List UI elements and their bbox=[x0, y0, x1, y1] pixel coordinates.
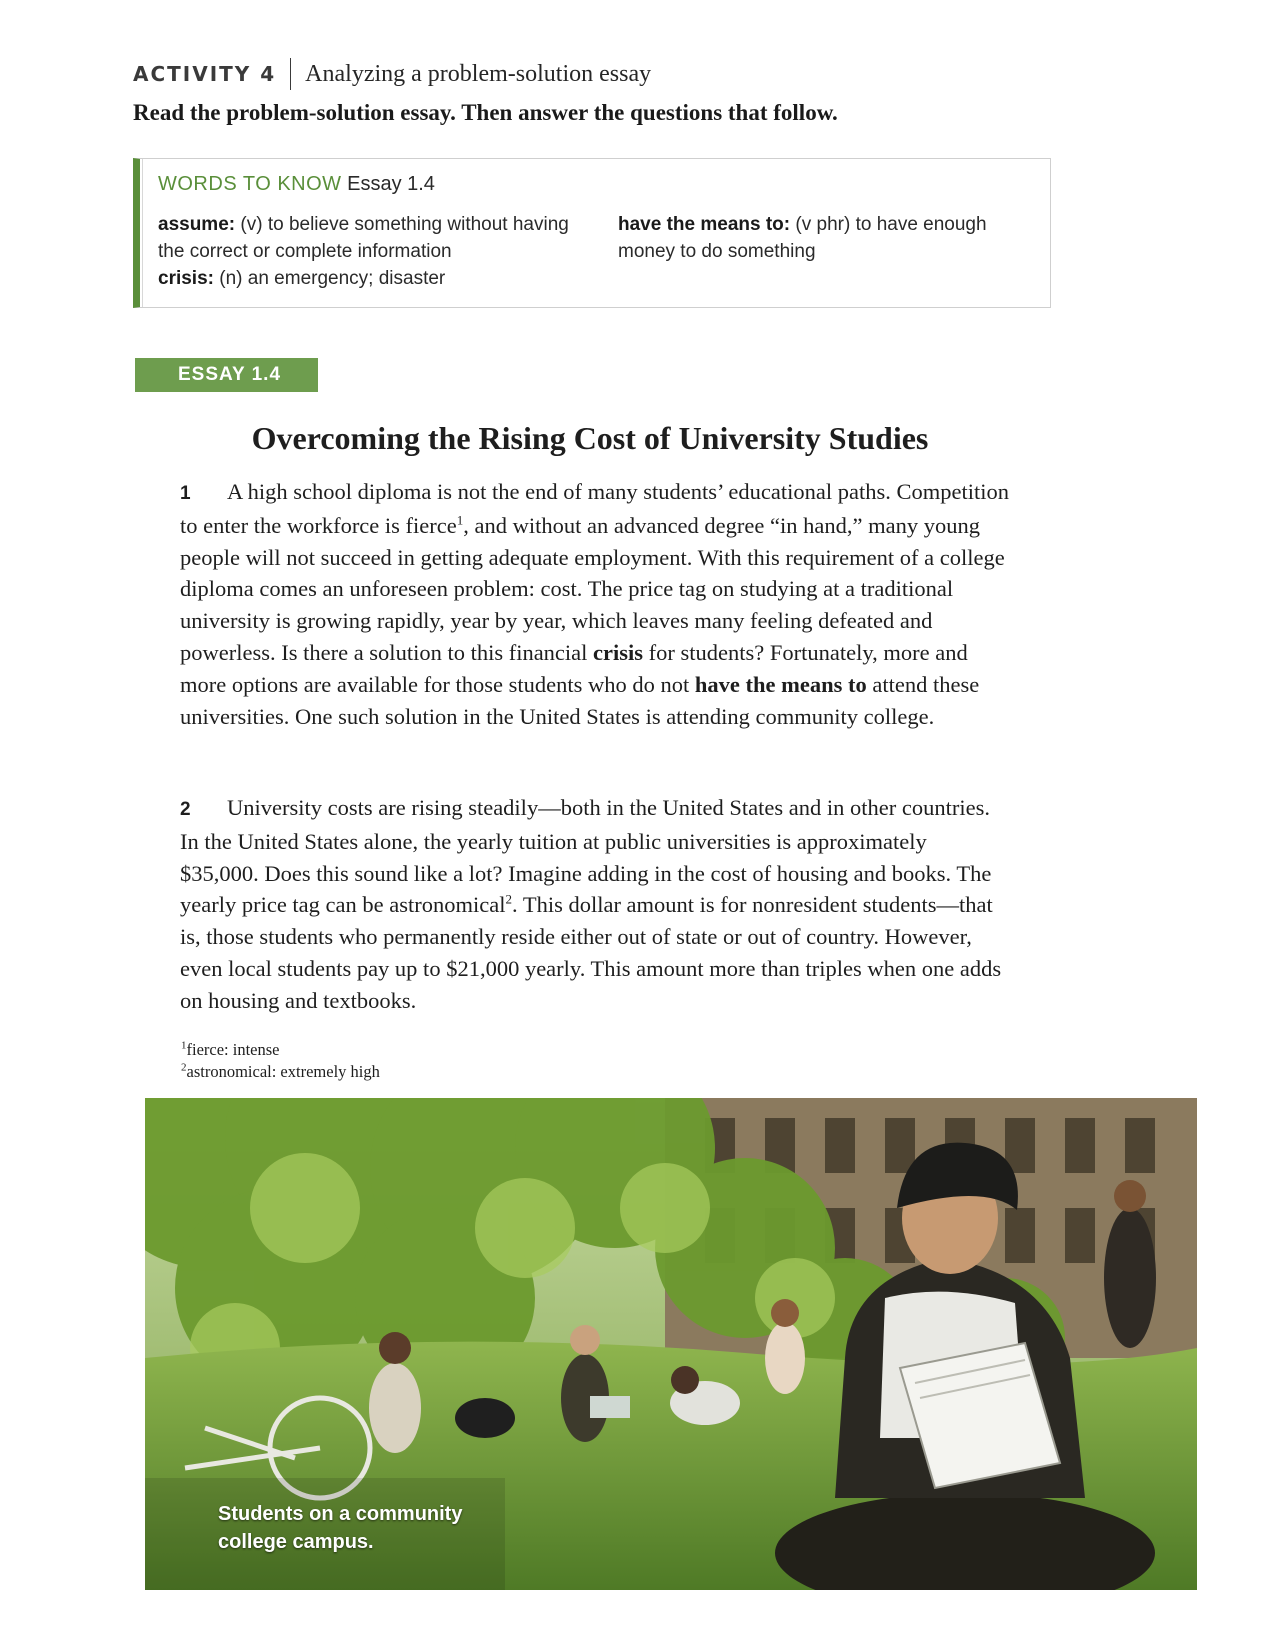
essay-label-tab: ESSAY 1.4 bbox=[135, 358, 318, 392]
footnote-text: fierce: intense bbox=[186, 1040, 280, 1059]
word-definition: (v phr) to have enough money to do something bbox=[618, 214, 987, 262]
word-entry-crisis bbox=[158, 265, 588, 292]
paragraph-number: 2 bbox=[180, 799, 191, 820]
activity-label: ACTIVITY 4 bbox=[133, 62, 277, 86]
word-entry-have-the-means-to bbox=[618, 211, 1038, 265]
box-inner-rule bbox=[142, 159, 143, 307]
footnote-1 bbox=[181, 1039, 380, 1061]
footnotes bbox=[181, 1039, 380, 1083]
vocab-highlight: have the means to bbox=[694, 671, 867, 697]
caption-line-1: Students on a community bbox=[218, 1503, 463, 1525]
paragraph-number: 1 bbox=[180, 483, 191, 504]
paragraph-text: . This dollar amount is for nonresident students—that is, those students who permanently reside either out of state or out of country. However, even local students pay up to $21,000 yearly. This amount more than triples when one adds on housing and textbooks. bbox=[180, 892, 1002, 1013]
word-definition: (n) an emergency; disaster bbox=[219, 268, 446, 289]
photo-caption bbox=[218, 1500, 462, 1556]
footnote-marker: 2 bbox=[505, 891, 512, 907]
activity-header bbox=[133, 56, 651, 92]
essay-paragraph-1 bbox=[180, 476, 1010, 732]
caption-line-2: college campus. bbox=[218, 1531, 374, 1553]
word-term: have the means to: bbox=[618, 214, 791, 235]
words-column-left bbox=[158, 211, 588, 292]
paragraph-text: for students? Fortunately, more and more options are available for those students who do not bbox=[180, 639, 968, 697]
paragraph-text: , and without an advanced degree “in hand,” many young people will not succeed in getting adequate employment. With this requirement of a college diploma comes an unforeseen problem: cost. The price tag on studying at a traditional university is growing rapidly, year by year, which leaves many feeling defeated and powerless. Is there a solution to this financial bbox=[180, 512, 1005, 665]
activity-divider bbox=[290, 58, 291, 90]
footnote-text: astronomical: extremely high bbox=[186, 1062, 380, 1081]
paragraph-text: A high school diploma is not the end of many students’ educational paths. Competition to enter the workforce is fierce bbox=[180, 479, 1009, 538]
words-to-know-header bbox=[158, 173, 435, 196]
words-column-right bbox=[618, 211, 1038, 265]
essay-paragraph-2 bbox=[180, 792, 1010, 1017]
campus-photo bbox=[145, 1098, 1197, 1590]
paragraph-text: attend these universities. One such solution in the United States is attending community college. bbox=[180, 671, 980, 729]
instruction-text: Read the problem-solution essay. Then answer the questions that follow. bbox=[133, 100, 838, 125]
footnote-marker: 1 bbox=[456, 512, 464, 528]
paragraph-text: University costs are rising steadily—both in the United States and in other countries. In the United States alone, the yearly tuition at public universities is approximately $35,000. Does this sound like a lot? Imagine adding in the cost of housing and books. The yearly price tag can be astronomical bbox=[180, 795, 992, 918]
words-to-know-essay-ref: Essay 1.4 bbox=[347, 173, 435, 195]
word-term: assume: bbox=[158, 214, 236, 235]
word-definition: (v) to believe something without having the correct or complete information bbox=[158, 214, 569, 262]
vocab-highlight: crisis bbox=[593, 639, 644, 665]
word-term: crisis: bbox=[158, 268, 214, 289]
footnote-number: 1 bbox=[181, 1039, 187, 1052]
essay-title: Overcoming the Rising Cost of University Studies bbox=[251, 420, 929, 456]
word-entry-assume bbox=[158, 211, 588, 265]
footnote-2 bbox=[181, 1061, 380, 1083]
activity-title: Analyzing a problem-solution essay bbox=[305, 60, 652, 87]
words-to-know-heading: WORDS TO KNOW bbox=[158, 173, 342, 195]
words-to-know-box bbox=[133, 158, 1051, 308]
footnote-number: 2 bbox=[181, 1061, 187, 1074]
